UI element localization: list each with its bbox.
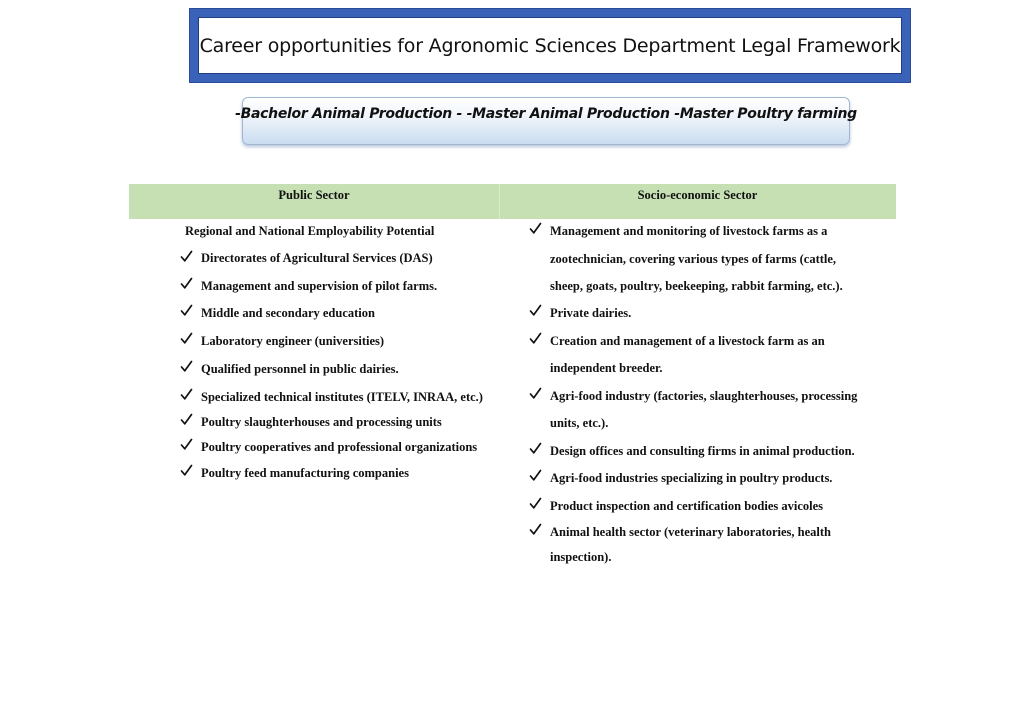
checkmark-icon xyxy=(180,438,193,451)
socio-item-line: Creation and management of a livestock farm as an xyxy=(550,334,825,348)
socio-item-line: Product inspection and certification bodies avicoles xyxy=(550,499,824,513)
public-item-text: Directorates of Agricultural Services (DAS) xyxy=(201,251,433,265)
public-item-text: Specialized technical institutes (ITELV, INRAA, etc.) xyxy=(201,390,483,404)
checkmark-icon xyxy=(529,442,542,455)
socio-item-line: inspection). xyxy=(550,550,612,564)
checkmark-icon xyxy=(529,304,542,317)
table-header xyxy=(129,184,896,219)
page-title: Career opportunities for Agronomic Sciences Department Legal Framework xyxy=(199,34,901,57)
public-item-text: Qualified personnel in public dairies. xyxy=(201,362,399,376)
checkmark-icon xyxy=(180,388,193,401)
socio-item-line: units, etc.). xyxy=(550,416,609,430)
socio-item-line: Animal health sector (veterinary laboratories, health xyxy=(550,525,831,539)
checkmark-icon xyxy=(529,523,542,536)
checkmark-icon xyxy=(180,304,193,317)
checkmark-icon xyxy=(529,387,542,400)
checkmark-icon xyxy=(180,413,193,426)
public-intro: Regional and National Employability Potential xyxy=(185,224,435,238)
socio-item-line: Management and monitoring of livestock farms as a xyxy=(550,224,828,238)
public-item-text: Laboratory engineer (universities) xyxy=(201,334,385,348)
public-item-text: Poultry cooperatives and professional organizations xyxy=(201,440,478,454)
public-item-text: Management and supervision of pilot farms. xyxy=(201,279,438,293)
checkmark-icon xyxy=(180,464,193,477)
title-box xyxy=(198,17,902,74)
public-item-text: Poultry slaughterhouses and processing units xyxy=(201,415,442,429)
public-item-text: Poultry feed manufacturing companies xyxy=(201,466,409,480)
socio-item-line: Design offices and consulting firms in animal production. xyxy=(550,444,855,458)
column-header-public-sector: Public Sector xyxy=(278,188,350,202)
checkmark-icon xyxy=(529,497,542,510)
socio-item-line: Agri-food industries specializing in poultry products. xyxy=(550,471,833,485)
title-frame xyxy=(189,8,911,83)
programs-banner xyxy=(235,97,857,145)
checkmark-icon xyxy=(529,332,542,345)
checkmark-icon xyxy=(180,360,193,373)
socio-item-line: sheep, goats, poultry, beekeeping, rabbit farming, etc.). xyxy=(550,279,843,293)
socio-item-line: Private dairies. xyxy=(550,306,632,320)
socio-item-line: zootechnician, covering various types of farms (cattle, xyxy=(550,252,837,266)
column-header-socio-economic-sector: Socio-economic Sector xyxy=(637,188,758,202)
public-item-text: Middle and secondary education xyxy=(201,306,375,320)
checkmark-icon xyxy=(180,250,193,263)
checkmark-icon xyxy=(529,222,542,235)
socio-item-line: independent breeder. xyxy=(550,361,663,375)
programs-text: -Bachelor Animal Production - -Master Animal Production -Master Poultry farming xyxy=(235,106,857,122)
checkmark-icon xyxy=(180,332,193,345)
checkmark-icon xyxy=(180,277,193,290)
socio-item-line: Agri-food industry (factories, slaughterhouses, processing xyxy=(550,389,858,403)
checkmark-icon xyxy=(529,469,542,482)
